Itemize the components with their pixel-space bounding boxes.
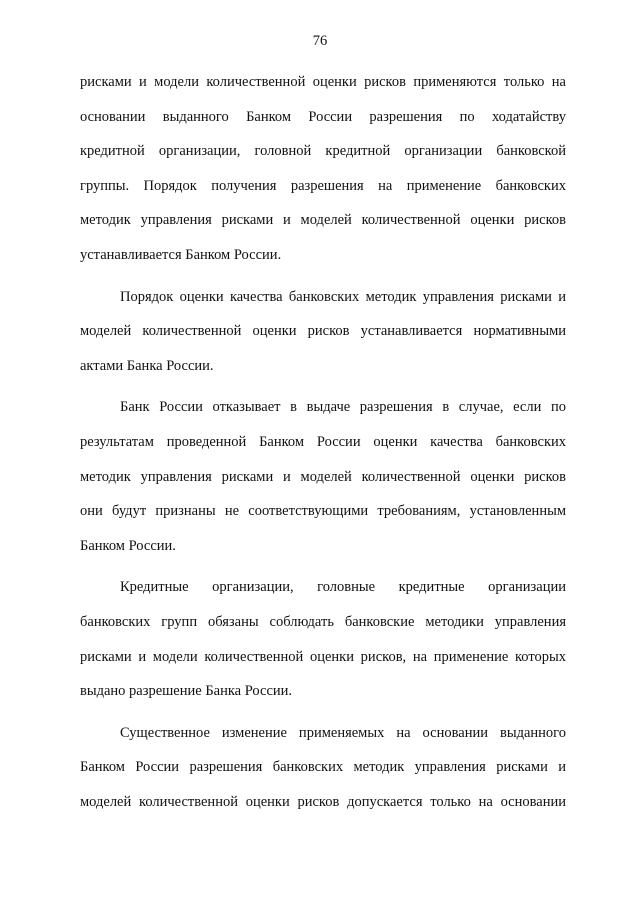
- text-line: рисками и модели количественной оценки рисков, на применение которых: [80, 648, 566, 665]
- text-line: Порядок оценки качества банковских методик управления рисками и: [120, 288, 566, 305]
- text-line: актами Банка России.: [80, 357, 214, 374]
- paragraph-2: [80, 280, 566, 384]
- paragraph-5: [80, 716, 566, 820]
- text-line: Банком России.: [80, 537, 176, 554]
- text-line: кредитной организации, головной кредитной организации банковской: [80, 143, 566, 160]
- paragraph-4: [80, 570, 566, 708]
- text-line: рисками и модели количественной оценки рисков применяются только на: [80, 74, 566, 90]
- page-number: 76: [312, 33, 328, 49]
- text-line: методик управления рисками и моделей количественной оценки рисков: [80, 468, 566, 485]
- text-line: основании выданного Банком России разрешения по ходатайству: [80, 108, 566, 125]
- text-line: группы. Порядок получения разрешения на применение банковских: [80, 177, 566, 194]
- text-line: устанавливается Банком России.: [80, 246, 282, 263]
- text-line: моделей количественной оценки рисков допускается только на основании: [80, 793, 566, 810]
- text-line: выдано разрешение Банка России.: [80, 683, 293, 700]
- text-line: они будут признаны не соответствующими требованиям, установленным: [80, 503, 566, 520]
- body-text: [80, 65, 566, 819]
- text-line: Кредитные организации, головные кредитные организации: [120, 579, 566, 596]
- text-line: Банком России разрешения банковских методик управления рисками и: [80, 759, 566, 776]
- text-line: методик управления рисками и моделей количественной оценки рисков: [80, 212, 566, 229]
- text-line: Существенное изменение применяемых на основании выданного: [120, 724, 566, 741]
- text-line: результатам проведенной Банком России оценки качества банковских: [80, 433, 566, 450]
- text-line: моделей количественной оценки рисков устанавливается нормативными: [80, 323, 566, 340]
- paragraph-1: [80, 65, 566, 273]
- paragraph-3: [80, 390, 566, 563]
- text-line: Банк России отказывает в выдаче разрешения в случае, если по: [120, 399, 566, 416]
- text-line: банковских групп обязаны соблюдать банковские методики управления: [80, 613, 566, 630]
